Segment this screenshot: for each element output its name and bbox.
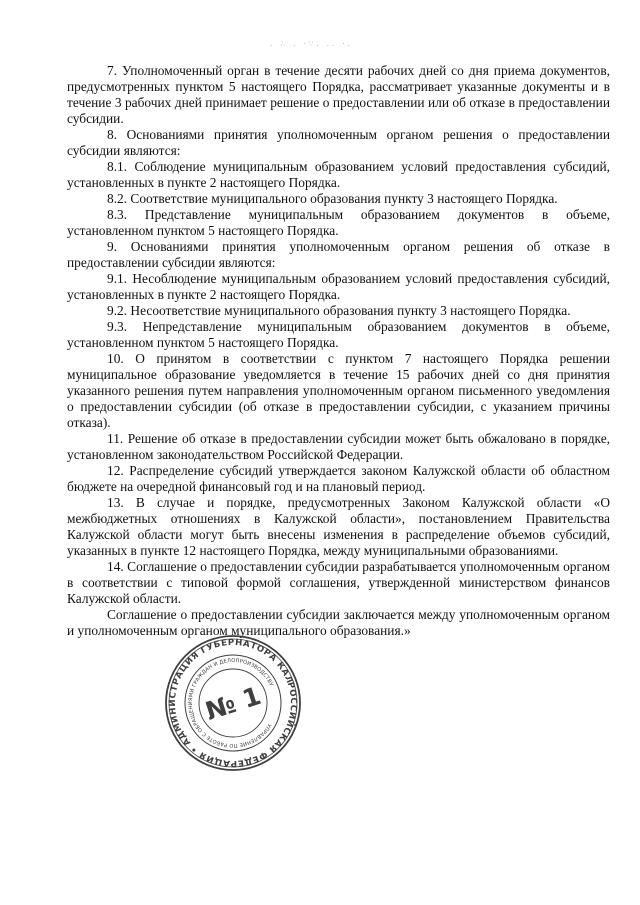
official-seal-stamp xyxy=(163,633,303,773)
paragraph-8-1: 8.1. Соблюдение муниципальным образованием условий предоставления субсидий, установленных в пункте 2 настоящего Порядка. xyxy=(67,159,610,190)
paragraph-9: 9. Основаниями принятия уполномоченным органом решения об отказе в предоставлении субсидии являются: xyxy=(67,239,610,270)
paragraph-agreement: Соглашение о предоставлении субсидии заключается между уполномоченным органом и уполномоченным органом муниципального образования.» xyxy=(67,607,610,638)
paragraph-13: 13. В случае и порядке, предусмотренных Законом Калужской области «О межбюджетных отношениях в Калужской области», постановлением Правительства Калужской области могут быть внесены изменения в распределение объемов субсидий, указанных в пункте 12 настоящего Порядка, между муниципальными образованиями. xyxy=(67,495,610,558)
paragraph-9-3: 9.3. Непредставление муниципальным образованием документов в объеме, установленном пунктом 5 настоящего Порядка. xyxy=(67,319,610,350)
stamp-inner-text-path: УПРАВЛЕНИЕ ПО РАБОТЕ С ОБРАЩЕНИЯМИ ГРАЖДАН И ДЕЛОПРОИЗВОДСТВУ xyxy=(187,657,275,749)
paragraph-11: 11. Решение об отказе в предоставлении субсидии может быть обжаловано в порядке, установленном законодательством Российской Федерации. xyxy=(67,431,610,462)
paragraph-8: 8. Основаниями принятия уполномоченным органом решения о предоставлении субсидии являются: xyxy=(67,127,610,158)
paragraph-14: 14. Соглашение о предоставлении субсидии разрабатывается уполномоченным органом в соответствии с типовой формой соглашения, утвержденной министерством финансов Калужской области. xyxy=(67,559,610,606)
paragraph-9-2: 9.2. Несоответствие муниципального образования пункту 3 настоящего Порядка. xyxy=(107,303,571,318)
document-body xyxy=(67,63,610,639)
paragraph-8-3: 8.3. Представление муниципальным образованием документов в объеме, установленном пунктом 5 настоящего Порядка. xyxy=(67,207,610,238)
paragraph-10: 10. О принятом в соответствии с пунктом 7 настоящего Порядка решении муниципальное образование уведомляется в течение 15 рабочих дней со дня принятия указанного решения путем направления уполномоченным органом письменного уведомления о предоставлении субсидии (об отказе в предоставлении субсидии, с указанием причины отказа). xyxy=(67,351,610,430)
paragraph-8-2: 8.2. Соответствие муниципального образования пункту 3 настоящего Порядка. xyxy=(107,191,558,206)
paragraph-12: 12. Распределение субсидий утверждается законом Калужской области об областном бюджете на очередной финансовый год и на плановый период. xyxy=(67,463,610,494)
stamp-outer-text-path: РОССИЙСКАЯ ФЕДЕРАЦИЯ • АДМИНИСТРАЦИЯ ГУБЕРНАТОРА КАЛУЖСКОЙ xyxy=(167,637,299,769)
paragraph-7: 7. Уполномоченный орган в течение десяти рабочих дней со дня приема документов, предусмотренных пунктом 5 настоящего Порядка, рассматривает указанные документы и в течение 3 рабочих дней принимает решение о предоставлении или об отказе в предоставлении субсидии. xyxy=(67,63,610,126)
stamp-number: № 1 xyxy=(201,681,265,726)
scan-artifact-dots: . ∴ . ·∵. .. ·. xyxy=(270,40,353,48)
paragraph-9-1: 9.1. Несоблюдение муниципальным образованием условий предоставления субсидий, установленных в пункте 2 настоящего Порядка. xyxy=(67,271,610,302)
